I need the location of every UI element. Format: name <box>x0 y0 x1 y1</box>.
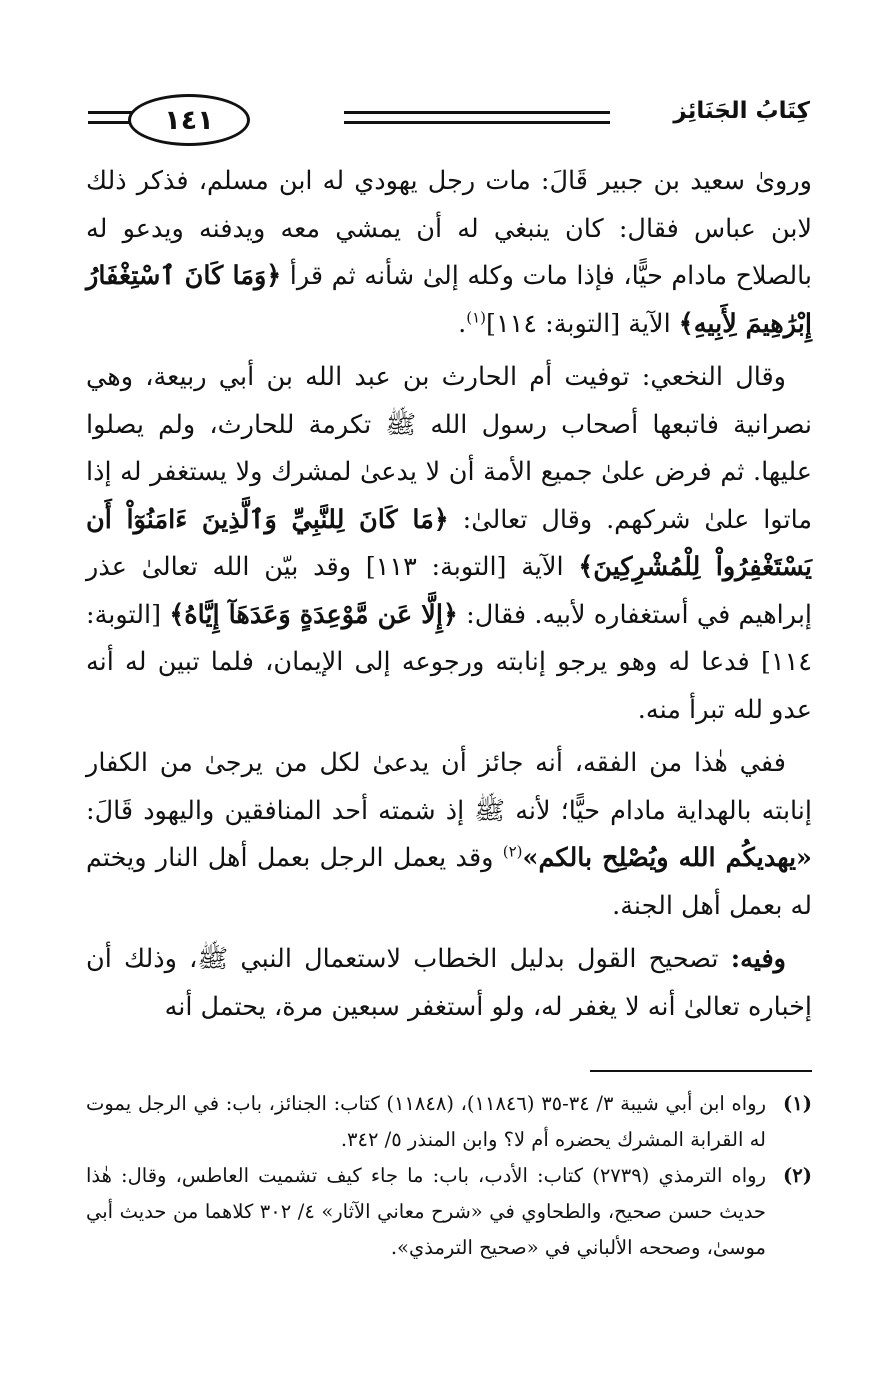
footnote-1 <box>86 1086 812 1158</box>
footnote-number: (٢) <box>783 1164 812 1187</box>
paragraph-text: وقد يعمل الرجل بعمل أهل النار ويختم له بعمل أهل الجنة. <box>86 843 812 921</box>
footnote-ref: (٢) <box>502 842 523 861</box>
chapter-title: كِتَابُ الجَنَائِز <box>673 98 810 124</box>
header-double-rule-right <box>344 111 610 124</box>
footnote-ref: (١) <box>466 308 486 326</box>
footnotes <box>86 1086 812 1266</box>
running-header <box>88 92 810 150</box>
quran-verse: ﴿مَا كَانَ لِلنَّبِيِّ وَٱلَّذِينَ ءَامَنُوٓاْ أَن يَسْتَغْفِرُواْ لِلْمُشْرِكِينَ﴾ <box>86 504 812 582</box>
paragraph-2 <box>86 354 812 734</box>
paragraph-text: الآية [التوبة: ١١٣] وقد بيّن الله تعالىٰ عذر إبراهيم في أستغفاره لأبيه. فقال: <box>86 552 812 630</box>
paragraph-text: الآية [التوبة: ١١٤] <box>486 308 671 339</box>
quran-verse: ﴿وَمَا كَانَ ٱسْتِغْفَارُ إِبْرَٰهِيمَ لِأَبِيهِ﴾ <box>86 261 812 339</box>
paragraph-text: ففي هٰذا من الفقه، أنه جائز أن يدعىٰ لكل من يرجىٰ من الكفار إنابته بالهداية مادام حيًّا؛ لأنه ﷺ إذ شمته أحد المنافقين واليهود قَالَ: <box>86 748 812 826</box>
hadith-quote: «يهديكُم الله ويُصْلِح بالكم» <box>522 843 812 873</box>
paragraph-4 <box>86 936 812 1031</box>
punctuation: . <box>458 308 467 339</box>
footnote-separator <box>590 1070 812 1072</box>
paragraph-text: وقال النخعي: توفيت أم الحارث بن عبد الله بن أبي ربيعة، وهي نصرانية فاتبعها أصحاب رسول الله ﷺ تكرمة للحارث، ولم يصلوا عليها. ثم فرض علىٰ جميع الأمة أن لا يدعىٰ لمشرك ولا يستغفر له إذا ماتوا علىٰ شركهم. وقال تعالىٰ: <box>86 362 813 535</box>
paragraph-text: [التوبة: ١١٤] فدعا له وهو يرجو إنابته ورجوعه إلى الإيمان، فلما تبين له أنه عدو لله تبرأ منه. <box>86 599 812 725</box>
paragraph-text: تصحيح القول بدليل الخطاب لاستعمال النبي ﷺ، وذلك أن إخباره تعالىٰ أنه لا يغفر له، ولو أستغفر سبعين مرة، يحتمل أنه <box>86 944 812 1022</box>
paragraph-3 <box>86 740 812 930</box>
page-number: ١٤١ <box>164 104 214 136</box>
footnote-text: رواه الترمذي (٢٧٣٩) كتاب: الأدب، باب: ما جاء كيف تشميت العاطس، وقال: هٰذا حديث حسن صحيح، والطحاوي في «شرح معاني الآثار» ٤/ ٣٠٢ كلاهما من حديث أبي موسىٰ، وصححه الألباني في «صحيح الترمذي». <box>86 1164 766 1259</box>
paragraph-text: وروىٰ سعيد بن جبير قَالَ: مات رجل يهودي له ابن مسلم، فذكر ذلك لابن عباس فقال: كان ينبغي له أن يمشي معه ويدفنه ويدعو له بالصلاح مادام حيًّا، فإذا مات وكله إلىٰ شأنه ثم قرأ <box>86 166 812 291</box>
paragraph-1 <box>86 158 812 348</box>
footnote-number: (١) <box>783 1092 812 1115</box>
quran-verse: ﴿إِلَّا عَن مَّوْعِدَةٍ وَعَدَهَآ إِيَّاهُ﴾ <box>169 599 458 630</box>
main-text <box>86 158 812 1031</box>
footnote-text: رواه ابن أبي شيبة ٣/ ٣٤-٣٥ (١١٨٤٦)، (١١٨٤٨) كتاب: الجنائز، باب: في الرجل يموت له القرابة المشرك يحضره أم لا؟ وابن المنذر ٥/ ٣٤٢. <box>86 1092 766 1151</box>
footnote-2 <box>86 1158 812 1266</box>
page-number-oval <box>128 94 250 146</box>
paragraph-lead: وفيه: <box>730 944 786 974</box>
